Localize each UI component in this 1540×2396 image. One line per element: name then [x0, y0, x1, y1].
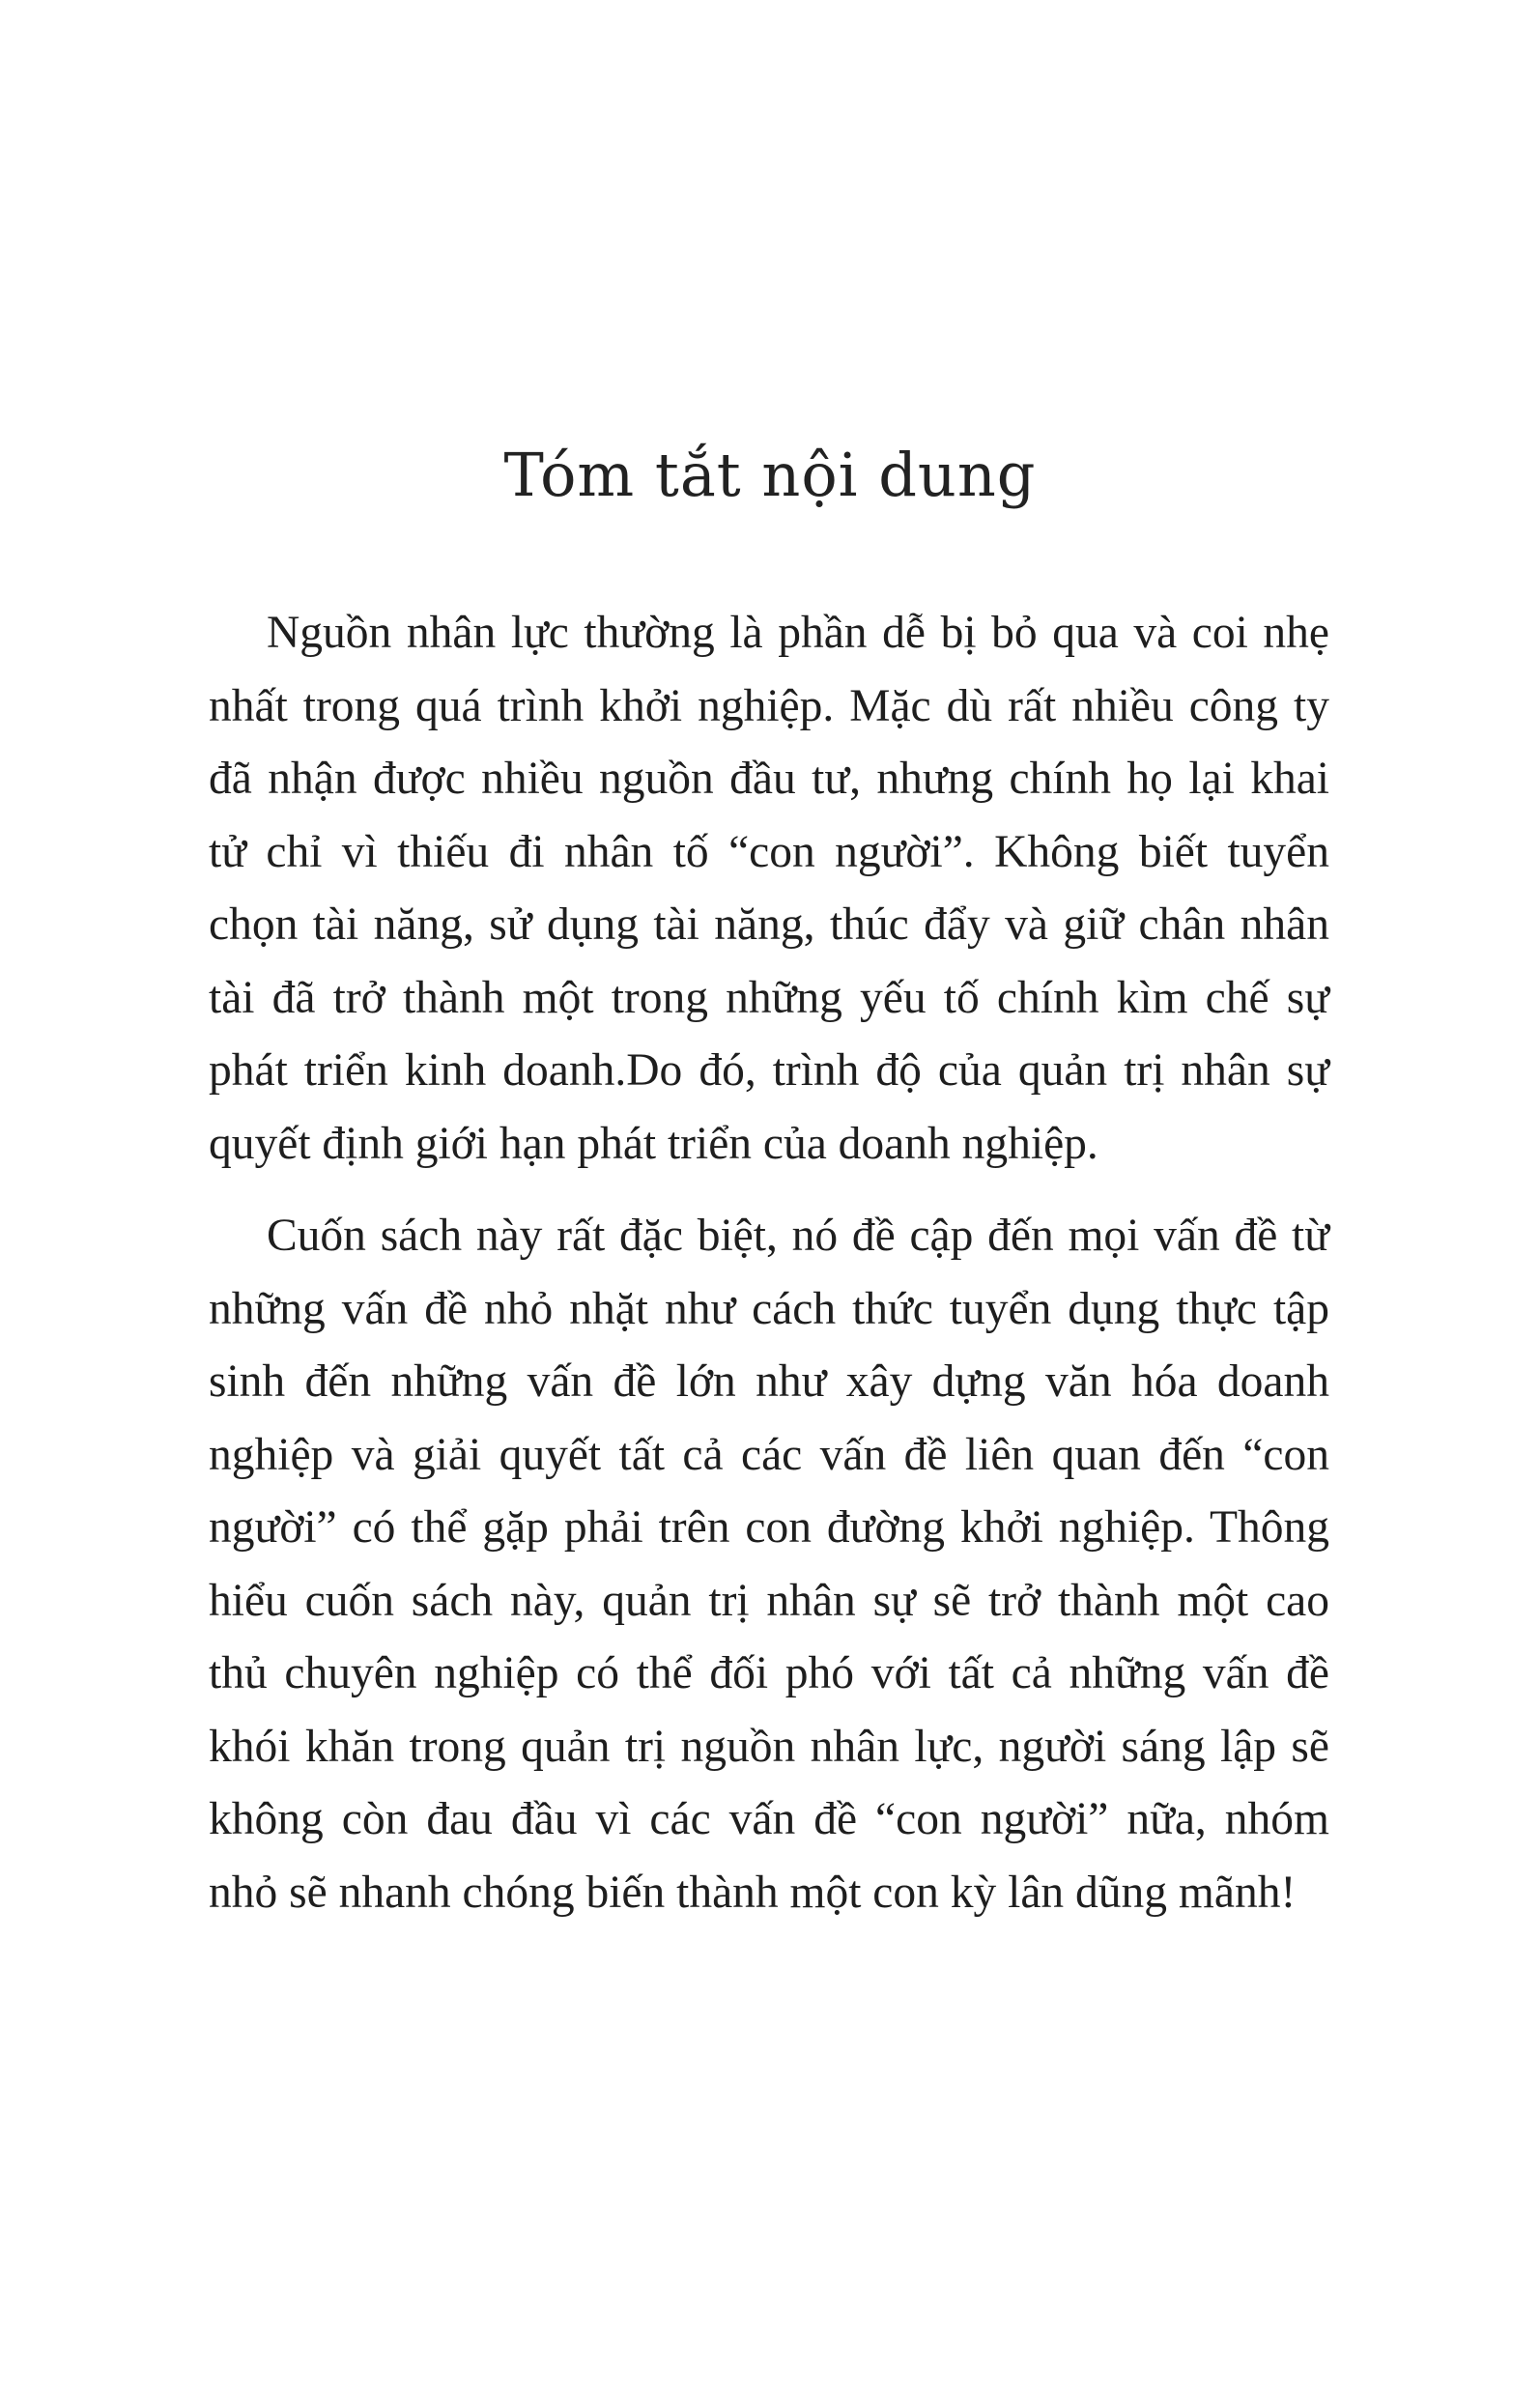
summary-body	[209, 597, 1329, 1949]
paragraph-1: Nguồn nhân lực thường là phần dễ bị bỏ qua và coi nhẹ nhất trong quá trình khởi nghiệp. Mặc dù rất nhiều công ty đã nhận được nhiều nguồn đầu tư, nhưng chính họ lại khai tử chỉ vì thiếu đi nhân tố “con người”. Không biết tuyển chọn tài năng, sử dụng tài năng, thúc đẩy và giữ chân nhân tài đã trở thành một trong những yếu tố chính kìm chế sự phát triển kinh doanh.Do đó, trình độ của quản trị nhân sự quyết định giới hạn phát triển của doanh nghiệp.	[209, 608, 1329, 1169]
page-title: Tóm tắt nội dung	[503, 440, 1037, 510]
paragraph-2: Cuốn sách này rất đặc biệt, nó đề cập đến mọi vấn đề từ những vấn đề nhỏ nhặt như cách thức tuyển dụng thực tập sinh đến những vấn đề lớn như xây dựng văn hóa doanh nghiệp và giải quyết tất cả các vấn đề liên quan đến “con người” có thể gặp phải trên con đường khởi nghiệp. Thông hiểu cuốn sách này, quản trị nhân sự sẽ trở thành một cao thủ chuyên nghiệp có thể đối phó với tất cả những vấn đề khói khăn trong quản trị nguồn nhân lực, người sáng lập sẽ không còn đau đầu vì các vấn đề “con người” nữa, nhóm nhỏ sẽ nhanh chóng biến thành một con kỳ lân dũng mãnh!	[209, 1211, 1329, 1918]
